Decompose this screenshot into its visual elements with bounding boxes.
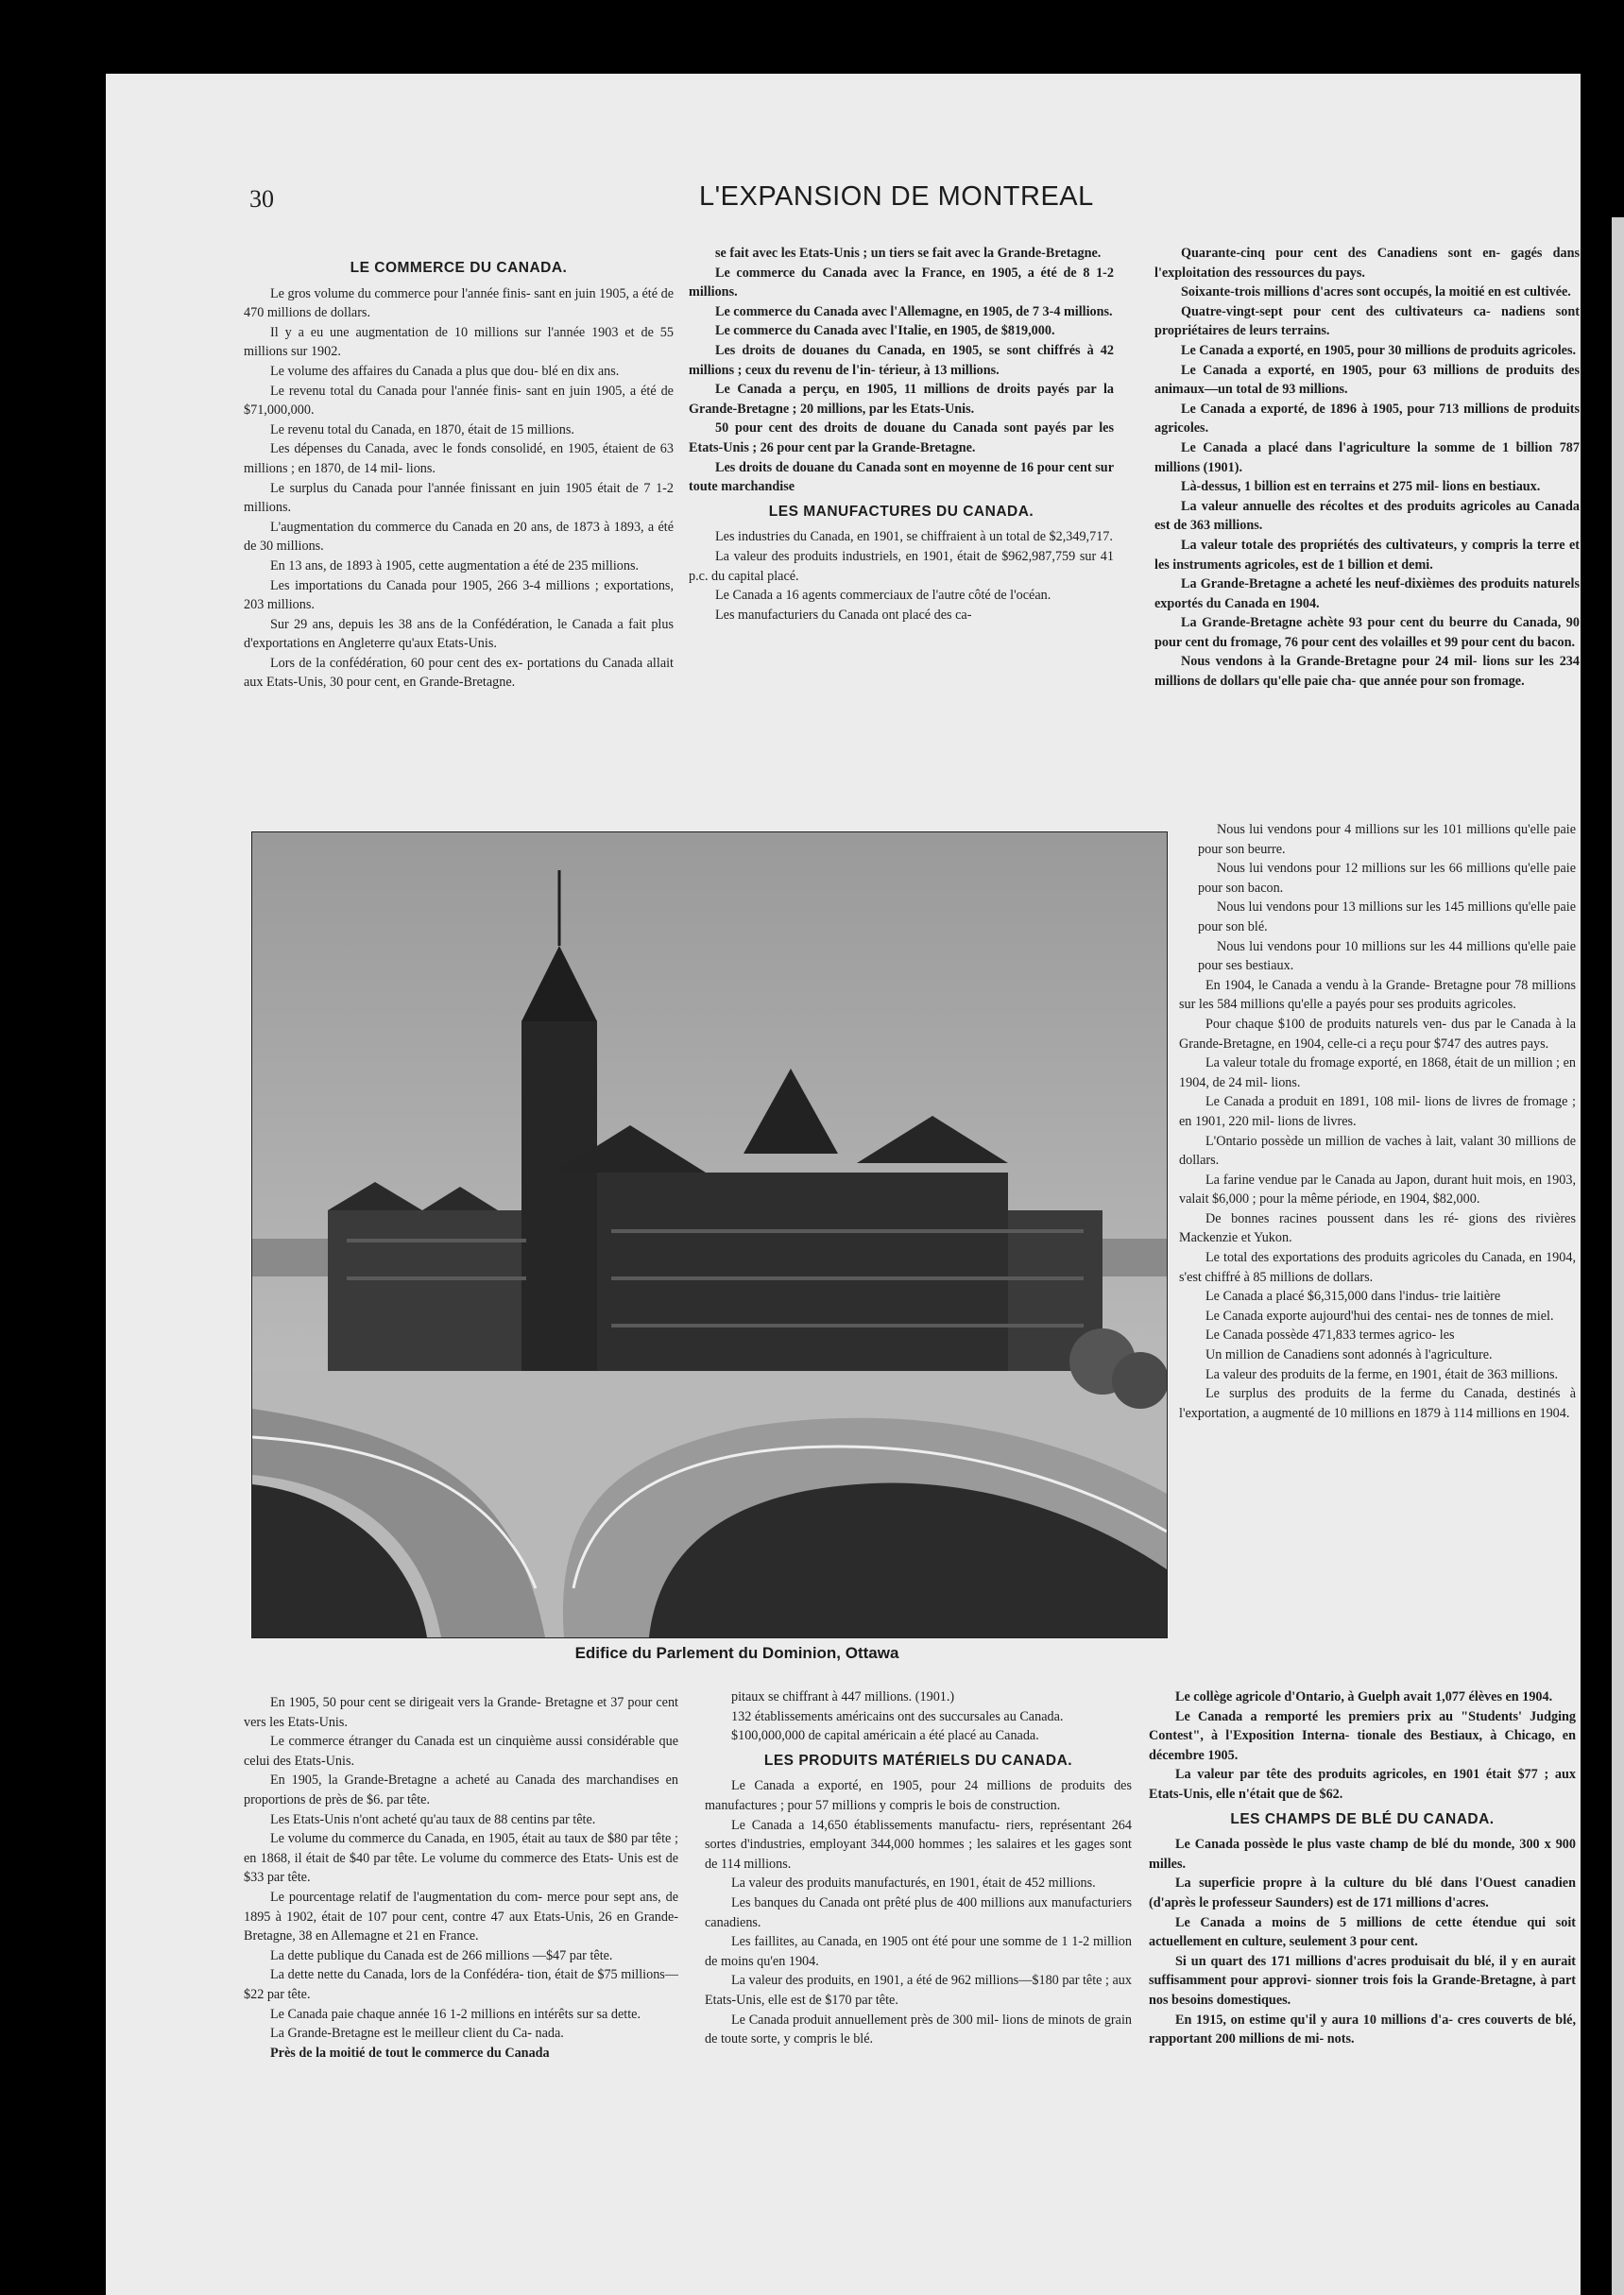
paragraph: L'augmentation du commerce du Canada en 20 ans, de 1873 à 1893, a été de 30 millions. xyxy=(244,519,674,555)
paragraph: Le volume du commerce du Canada, en 1905, était au taux de $80 par tête ; en 1868, il était de $40 par tête. Le volume du commerce des Etats- Unis est de $33 par tête. xyxy=(244,1831,678,1886)
paragraph: Le Canada a 14,650 établissements manufactu- riers, représentant 264 sortes d'industries, employant 344,000 hommes ; les salaires et les gages sont de 114 millions. xyxy=(705,1817,1132,1872)
paragraph: Les banques du Canada ont prêté plus de 400 millions aux manufacturiers canadiens. xyxy=(705,1894,1132,1930)
paragraph-list xyxy=(1149,1835,1576,2049)
paragraph: se fait avec les Etats-Unis ; un tiers se fait avec la Grande-Bretagne. xyxy=(715,246,1102,261)
paragraph: La Grande-Bretagne achète 93 pour cent du beurre du Canada, 90 pour cent du fromage, 76 pour cent des volailles et 99 pour cent du bacon. xyxy=(1154,615,1580,650)
paragraph: Nous lui vendons pour 4 millions sur les 101 millions qu'elle paie pour son beurre. xyxy=(1198,822,1576,857)
column-agriculture xyxy=(1154,244,1580,692)
paragraph: Le Canada possède le plus vaste champ de blé du monde, 300 x 900 milles. xyxy=(1149,1837,1576,1872)
section-heading: LE COMMERCE DU CANADA. xyxy=(350,260,568,276)
next-page-edge xyxy=(1612,217,1624,2295)
paragraph: Nous lui vendons pour 13 millions sur les 145 millions qu'elle paie pour son blé. xyxy=(1198,899,1576,934)
paragraph: La dette publique du Canada est de 266 millions —$47 par tête. xyxy=(270,1947,613,1963)
column-trade xyxy=(244,1693,678,2063)
paragraph: La dette nette du Canada, lors de la Confédéra- tion, était de $75 millions—$22 par tête. xyxy=(244,1967,678,2002)
paragraph-list xyxy=(1179,820,1576,976)
paragraph: Quarante-cinq pour cent des Canadiens sont en- gagés dans l'exploitation des ressources du pays. xyxy=(1154,246,1580,281)
paragraph: Nous lui vendons pour 10 millions sur les 44 millions qu'elle paie pour ses bestiaux. xyxy=(1198,938,1576,974)
paragraph: Le commerce du Canada avec la France, en 1905, a été de 8 1-2 millions. xyxy=(689,265,1114,300)
paragraph: Le Canada a placé dans l'agriculture la somme de 1 billion 787 millions (1901). xyxy=(1154,439,1580,475)
paragraph: Le Canada exporte aujourd'hui des centai- nes de tonnes de miel. xyxy=(1205,1308,1554,1324)
paragraph: Le Canada a 16 agents commerciaux de l'autre côté de l'océan. xyxy=(715,588,1051,604)
paragraph: Le Canada a exporté, en 1905, pour 30 millions de produits agricoles. xyxy=(1181,342,1577,358)
paragraph-list xyxy=(689,527,1114,625)
masthead: L'EXPANSION DE MONTREAL xyxy=(699,181,1094,212)
paragraph: Le Canada a exporté, en 1905, pour 63 millions de produits des animaux—un total de 93 millions. xyxy=(1154,362,1580,398)
paragraph: Nous lui vendons pour 12 millions sur les 66 millions qu'elle paie pour son bacon. xyxy=(1198,861,1576,896)
paragraph: Là-dessus, 1 billion est en terrains et 275 mil- lions en bestiaux. xyxy=(1181,479,1541,495)
paragraph: La superficie propre à la culture du blé dans l'Ouest canadien (d'après le professeur Saunders) est de 171 millions d'acres. xyxy=(1149,1875,1576,1910)
paragraph: La valeur annuelle des récoltes et des produits agricoles au Canada est de 363 millions. xyxy=(1154,498,1580,534)
paragraph: Les faillites, au Canada, en 1905 ont été pour une somme de 1 1-2 million de moins qu'en 1904. xyxy=(705,1934,1132,1969)
paragraph: Le Canada a perçu, en 1905, 11 millions de droits payés par la Grande-Bretagne ; 20 millions, par les Etats-Unis. xyxy=(689,382,1114,417)
paragraph: Pour chaque $100 de produits naturels ven- dus par le Canada à la Grande-Bretagne, en 1904, celle-ci a reçu pour $747 des autres pays. xyxy=(1179,1016,1576,1052)
paragraph: Le total des exportations des produits agricoles du Canada, en 1904, s'est chiffré à 85 millions de dollars. xyxy=(1179,1250,1576,1285)
paragraph-list xyxy=(1149,1687,1576,1805)
paragraph: Lors de la confédération, 60 pour cent des ex- portations du Canada allait aux Etats-Unis, 30 pour cent, en Grande-Bretagne. xyxy=(244,655,674,691)
paragraph: En 1905, la Grande-Bretagne a acheté au Canada des marchandises en proportions de près de $6. par tête. xyxy=(244,1773,678,1807)
paragraph: Le revenu total du Canada, en 1870, était de 15 millions. xyxy=(270,421,574,437)
paragraph: Il y a eu une augmentation de 10 millions sur l'année 1903 et de 55 millions sur 1902. xyxy=(244,324,674,360)
paragraph: Le commerce du Canada avec l'Italie, en 1905, de $819,000. xyxy=(715,323,1055,339)
paragraph: Les droits de douanes du Canada, en 1905, se sont chiffrés à 42 millions ; ceux du revenu de l'in- térieur, à 13 millions. xyxy=(689,342,1114,378)
paragraph: En 1904, le Canada a vendu à la Grande- Bretagne pour 78 millions sur les 584 millions qu'elle a payés pour ses produits agricoles. xyxy=(1179,977,1576,1013)
paragraph: Le collège agricole d'Ontario, à Guelph avait 1,077 élèves en 1904. xyxy=(1175,1689,1553,1704)
paragraph: 50 pour cent des droits de douane du Canada sont payés par les Etats-Unis ; 26 pour cent par la Grande-Bretagne. xyxy=(689,420,1114,455)
paragraph: Le Canada a remporté les premiers prix au "Students' Judging Contest", à l'Exposition Interna- tionale des Bestiaux, à Chicago, en décembre 1905. xyxy=(1149,1708,1576,1763)
paragraph: Soixante-trois millions d'acres sont occupés, la moitié en est cultivée. xyxy=(1181,284,1571,300)
paragraph: Le Canada produit annuellement près de 300 mil- lions de minots de grain de toute sorte, y compris le blé. xyxy=(705,2012,1132,2047)
paragraph-list xyxy=(1179,976,1576,1424)
column-commerce xyxy=(244,253,674,693)
paragraph: Le Canada paie chaque année 16 1-2 millions en intérêts sur sa dette. xyxy=(270,2006,641,2022)
paragraph: Le Canada a exporté, en 1905, pour 24 millions de produits des manufactures ; pour 57 millions y compris le bois de construction. xyxy=(705,1778,1132,1813)
paragraph: De bonnes racines poussent dans les ré- gions des rivières Mackenzie et Yukon. xyxy=(1179,1210,1576,1246)
paragraph: Le surplus des produits de la ferme du Canada, destinés à l'exportation, a augmenté de 10 millions en 1879 à 114 millions en 1904. xyxy=(1179,1386,1576,1421)
paragraph: La valeur des produits industriels, en 1901, était de $962,987,759 sur 41 p.c. du capital placé. xyxy=(689,548,1114,584)
paragraph: La Grande-Bretagne est le meilleur client du Ca- nada. xyxy=(270,2026,564,2042)
section-heading: LES CHAMPS DE BLÉ DU CANADA. xyxy=(1230,1810,1495,1827)
parliament-photo xyxy=(251,831,1168,1638)
paragraph: pitaux se chiffrant à 447 millions. (1901.) xyxy=(731,1689,955,1704)
paragraph: La valeur totale des propriétés des cultivateurs, y compris la terre et les instruments agricoles, est de 1 billion et demi. xyxy=(1154,537,1580,573)
paragraph: Quatre-vingt-sept pour cent des cultivateurs ca- nadiens sont propriétaires de leurs terrains. xyxy=(1154,303,1580,339)
paragraph-list xyxy=(244,284,674,693)
paragraph: Les industries du Canada, en 1901, se chiffraient à un total de $2,349,717. xyxy=(715,529,1113,545)
paragraph: Les Etats-Unis n'ont acheté qu'au taux de 88 centins par tête. xyxy=(270,1811,596,1827)
paragraph: En 1915, on estime qu'il y aura 10 millions d'a- cres couverts de blé, rapportant 200 millions de mi- nots. xyxy=(1149,2012,1576,2047)
paragraph: Le Canada possède 471,833 termes agrico- les xyxy=(1205,1327,1455,1344)
paragraph: Le Canada a moins de 5 millions de cette étendue qui soit actuellement en culture, seulement 3 pour cent. xyxy=(1149,1914,1576,1950)
paragraph: L'Ontario possède un million de vaches à lait, valant 30 millions de dollars. xyxy=(1179,1133,1576,1169)
paragraph: Sur 29 ans, depuis les 38 ans de la Confédération, le Canada a fait plus d'exportations en Angleterre qu'aux Etats-Unis. xyxy=(244,616,674,652)
column-commerce-continued xyxy=(689,244,1114,625)
paragraph-list xyxy=(244,1693,678,2044)
paragraph: La valeur des produits de la ferme, en 1901, était de 363 millions. xyxy=(1205,1366,1559,1382)
paragraph: En 1905, 50 pour cent se dirigeait vers la Grande- Bretagne et 37 pour cent vers les Etats-Unis. xyxy=(244,1695,678,1730)
paragraph: Les droits de douane du Canada sont en moyenne de 16 pour cent sur toute marchandise xyxy=(689,459,1114,495)
paragraph: Près de la moitié de tout le commerce du Canada xyxy=(270,2045,550,2061)
paragraph: En 13 ans, de 1893 à 1905, cette augmentation a été de 235 millions. xyxy=(270,557,640,574)
paragraph-list xyxy=(705,1687,1132,1746)
photo-caption: Edifice du Parlement du Dominion, Ottawa xyxy=(574,1644,899,1662)
paragraph-list xyxy=(1154,244,1580,692)
paragraph: Les dépenses du Canada, avec le fonds consolidé, en 1905, étaient de 63 millions ; en 1870, de 14 mil- lions. xyxy=(244,441,674,476)
paragraph: Le gros volume du commerce pour l'année finis- sant en juin 1905, a été de 470 millions de dollars. xyxy=(244,285,674,321)
paragraph: Le commerce du Canada avec l'Allemagne, en 1905, de 7 3-4 millions. xyxy=(715,303,1113,319)
paragraph: $100,000,000 de capital américain a été placé au Canada. xyxy=(731,1728,1039,1744)
paragraph: Un million de Canadiens sont adonnés à l'agriculture. xyxy=(1205,1347,1493,1363)
column-products xyxy=(705,1687,1132,2049)
paragraph: Si un quart des 171 millions d'acres produisait du blé, il y en aurait suffisamment pour approvi- sionner trois fois la Grande-Bretagne, à part nos besoins domestiques. xyxy=(1149,1953,1576,2008)
paragraph: Les importations du Canada pour 1905, 266 3-4 millions ; exportations, 203 millions. xyxy=(244,577,674,613)
section-heading: LES PRODUITS MATÉRIELS DU CANADA. xyxy=(763,1752,1073,1769)
paragraph: Le pourcentage relatif de l'augmentation du com- merce pour sept ans, de 1895 à 1902, était de 107 pour cent, contre 47 aux Etats-Unis, 26 en Grande- Bretagne, 38 en Allemagne et 21 en France. xyxy=(244,1889,678,1944)
paragraph: 132 établissements américains ont des succursales au Canada. xyxy=(731,1708,1064,1724)
paragraph: Nous vendons à la Grande-Bretagne pour 24 mil- lions sur les 234 millions de dollars qu'elle paie cha- que année pour son fromage. xyxy=(1154,654,1580,690)
paragraph: La Grande-Bretagne a acheté les neuf-dixièmes des produits naturels exportés du Canada en 1904. xyxy=(1154,576,1580,611)
paragraph: Le surplus du Canada pour l'année finissant en juin 1905 était de 7 1-2 millions. xyxy=(244,480,674,516)
paragraph: La valeur par tête des produits agricoles, en 1901 était $77 ; aux Etats-Unis, elle n'était que de $62. xyxy=(1149,1767,1576,1802)
column-wheat xyxy=(1149,1687,1576,2049)
page-number: 30 xyxy=(249,185,274,213)
paragraph-list xyxy=(689,244,1114,497)
paragraph: La farine vendue par le Canada au Japon, durant huit mois, en 1903, valait $6,000 ; pour la même période, en 1904, $82,000. xyxy=(1179,1172,1576,1207)
paragraph-list xyxy=(705,1776,1132,2048)
paragraph: La valeur des produits manufacturés, en 1901, était de 452 millions. xyxy=(731,1875,1096,1892)
paragraph: Le commerce étranger du Canada est un cinquième aussi considérable que celui des Etats-Unis. xyxy=(244,1734,678,1769)
paragraph: Le Canada a exporté, de 1896 à 1905, pour 713 millions de produits agricoles. xyxy=(1154,401,1580,437)
column-agriculture-continued xyxy=(1179,820,1576,1423)
paragraph: La valeur des produits, en 1901, a été de 962 millions—$180 par tête ; aux Etats-Unis, elle est de $170 par tête. xyxy=(705,1973,1132,2008)
paragraph: Le Canada a placé $6,315,000 dans l'indus- trie laitière xyxy=(1205,1289,1501,1305)
parliament-illustration xyxy=(252,832,1167,1637)
paragraph: Le revenu total du Canada pour l'année finis- sant en juin 1905, a été de $71,000,000. xyxy=(244,383,674,419)
paragraph: Le volume des affaires du Canada a plus que dou- blé en dix ans. xyxy=(270,363,620,379)
section-heading: LES MANUFACTURES DU CANADA. xyxy=(768,503,1034,520)
paragraph: Le Canada a produit en 1891, 108 mil- lions de livres de fromage ; en 1901, 220 mil- lions de livres. xyxy=(1179,1094,1576,1129)
paragraph: Les manufacturiers du Canada ont placé des ca- xyxy=(715,607,972,623)
paragraph: La valeur totale du fromage exporté, en 1868, était de un million ; en 1904, de 24 mil- lions. xyxy=(1179,1055,1576,1090)
